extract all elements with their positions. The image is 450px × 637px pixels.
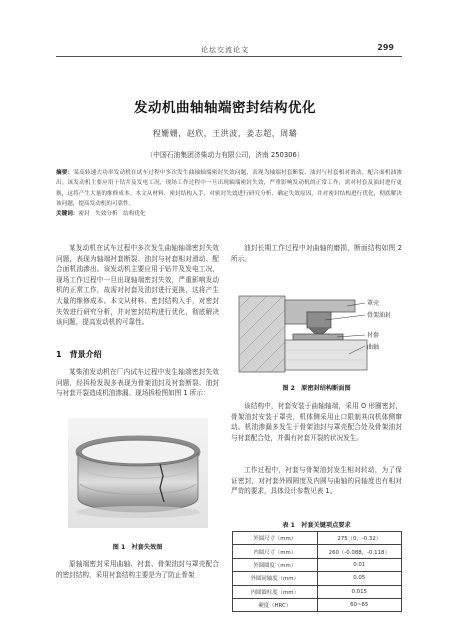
abstract [56,168,402,209]
table-cell-item: 外圆圆度（mm） [233,558,318,571]
page-number: 299 [377,43,394,52]
table-row [233,545,402,558]
table-cell-value: 0.015 [317,585,402,598]
table-cell-item: 内圆圆柱度（mm） [233,585,318,598]
table-cell-value: 0.01 [317,558,402,571]
right-column-paragraph-3: 工作过程中，衬套与骨架油封发生相对转动，为了保证密封，对衬套外圆圆度及内圆与曲轴的同轴度也有相对严苛的要求，具体设计参数见表 1。 [231,466,402,496]
section1-paragraph: 某柴油发动机在厂内试车过程中发生轴端密封失效问题，经拆检发现多表现为骨架油封及衬套断裂、油封与衬套开裂造成机油渗漏。现场拆检图如图 1 所示： [56,368,219,398]
table-cell-value: 260（-0.088，-0.118） [317,545,402,558]
table-cell-item: 外圆尺寸（mm） [233,532,318,545]
table-cell-value: 60~65 [317,598,402,611]
table-cell-item: 硬度（HRC） [233,598,318,611]
fig2-label-cover: 罩壳 [367,300,380,307]
table-cell-value: 0.05 [317,572,402,585]
right-column-paragraph-2: 该结构中，衬套安装于曲轴轴端，采用 O 形圈密封，骨架油封安装于罩壳，机体侧采用止口限制其向机体侧窜动。机油渗漏多发生于骨架油封与罩壳配合处及骨架油封与衬套配合处，并偶有衬套开裂的状况发生。 [231,402,402,442]
table-row [233,585,402,598]
header-rule [56,56,402,57]
figure-1-bushing-failure-photo [68,418,208,528]
paper-title: 发动机曲轴轴端密封结构优化 [134,100,316,116]
abstract-text: 某高转速大功率发动机在试车过程中多次发生曲轴轴端密封失效问题，表现为轴端衬套断裂、油封与衬套相对滑动、配合面机油渗出。该发动机主要应用于钻井及发电工况，现场工作过程中一旦出现轴端密封失效，严重影响发动机的正常工作，需对衬套及油封进行更换，这将产生大量的维修成本。本文从材料、密封结构入手，对密封失效进行研究分析，确定失效原因，并对密封结构进行优化，彻底解决该问题，提高发动机的可靠性。 [56,170,402,207]
table-1-bushing-requirements [232,531,402,612]
table-cell-item: 外圆同轴度（mm） [233,572,318,585]
table-1-caption: 表 1 衬套关键项点要求 [282,522,351,529]
paper-affiliation: （中国石油集团济柴动力有限公司，济南 250306） [146,151,304,159]
intro-paragraph: 某发动机在试车过程中多次发生曲轴轴端密封失效问题，表现为轴端衬套断裂、油封与衬套相对滑动、配合面机油渗出。该发动机主要应用于钻井及发电工况，现场工作过程中一旦出现轴端密封失效，严重影响发动机的正常工作，故需对衬套及油封进行更换，这将产生大量的维修成本。本文从材料、密封结构入手，对密封失效进行研究分析，并对密封结构进行优化，彻底解决该问题，提高发动机的可靠性。 [56,244,219,327]
figure-1-caption: 图 1 衬套失效图 [112,544,163,551]
journal-section-header: 论坛交流论文 [201,46,249,54]
table-row [233,558,402,571]
keywords [56,209,402,219]
table-cell-item: 内圆尺寸（mm） [233,545,318,558]
table-row [233,572,402,585]
section-heading-background: 1 背景介绍 [56,350,102,359]
table-cell-value: 275（0，-0.32） [317,532,402,545]
table-row [233,598,402,611]
original-seal-paragraph: 原轴端密封采用曲轴、衬套、骨架油封与罩壳配合的密封结构，采用衬套结构主要是为了防止骨架 [56,560,219,579]
paper-authors: 程姗姗，赵欣，王洪波，姜志超，周璐 [152,129,298,138]
keywords-text: 密封 失效分析 结构优化 [78,211,146,217]
fig2-label-oil-seal: 骨架油封 [367,312,392,319]
right-column-paragraph-1: 油封长期工作过程中对曲轴的磨损，断面结构如图 2 所示。 [231,244,402,263]
abstract-label: 摘要： [56,170,74,176]
fig2-label-bushing: 衬套 [367,332,380,339]
fig2-label-crankshaft: 曲轴 [367,344,380,351]
figure-2-caption: 图 2 原密封结构断面图 [282,385,351,392]
figure-2-seal-cross-section [237,294,402,374]
table-row [233,532,402,545]
keywords-label: 关键词： [56,211,79,217]
